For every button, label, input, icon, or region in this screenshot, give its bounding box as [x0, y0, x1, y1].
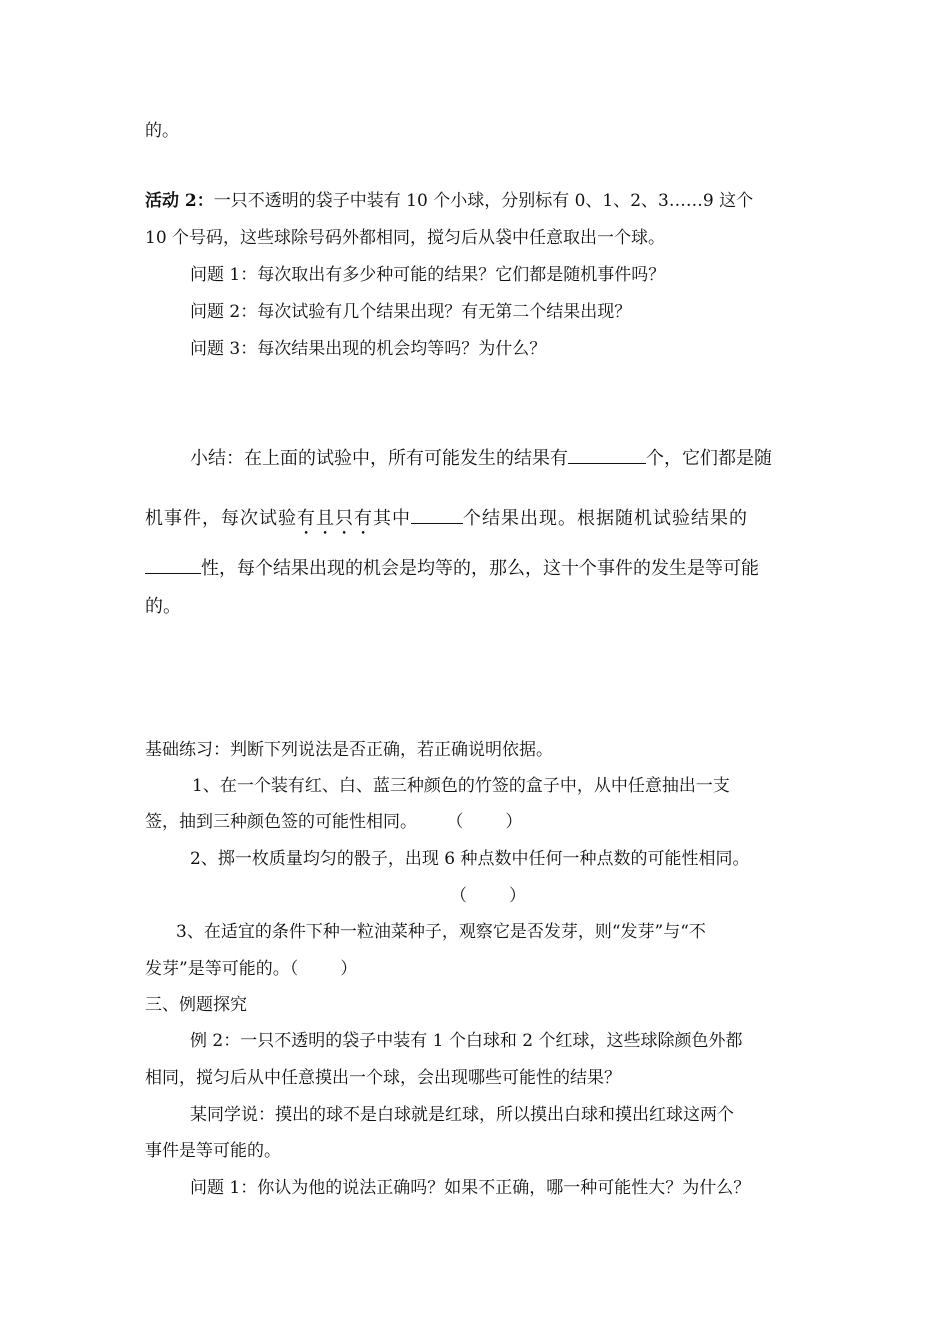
blank-1[interactable] [568, 447, 646, 464]
practice-title: 基础练习：判断下列说法是否正确，若正确说明依据。 [145, 740, 553, 760]
top-fragment: 的。 [145, 121, 179, 141]
practice-item1-line2: 签，抽到三种颜色签的可能性相同。 （ ） [145, 812, 523, 832]
practice-item3-line2: 发芽”是等可能的。（ ） [145, 959, 358, 979]
section3-title: 三、例题探究 [145, 995, 247, 1015]
summary-line4: 的。 [145, 596, 181, 617]
activity2-line1 [145, 190, 753, 212]
activity2-label: 活动 2： [145, 191, 214, 211]
example2-line2: 相同，搅匀后从中任意摸出一个球，会出现哪些可能性的结果？ [145, 1068, 621, 1088]
answer-parens-2[interactable]: （ ） [450, 886, 526, 906]
activity2-line2: 10 个号码，这些球除号码外都相同，搅匀后从袋中任意取出一个球。 [145, 228, 666, 248]
blank-2[interactable] [411, 507, 463, 524]
activity2-text: 一只不透明的袋子中装有 10 个小球，分别标有 0、1、2、3……9 这个 [213, 191, 754, 211]
example2-line1: 例 2：一只不透明的袋子中装有 1 个白球和 2 个红球，这些球除颜色外都 [190, 1031, 743, 1051]
practice-item1-line1: 1、在一个装有红、白、蓝三种颜色的竹签的盒子中，从中任意抽出一支 [192, 776, 730, 796]
emphasis-text: 有且只有 [297, 508, 373, 529]
student-claim-line2: 事件是等可能的。 [145, 1141, 281, 1161]
student-claim-line1: 某同学说：摸出的球不是白球就是红球，所以摸出白球和摸出红球这两个 [190, 1105, 734, 1125]
practice-item2: 2、掷一枚质量均匀的骰子，出现 6 种点数中任何一种点数的可能性相同。 [190, 849, 750, 869]
answer-parens-1[interactable]: （ ） [446, 812, 523, 832]
summary-line3: 性，每个结果出现的机会是均等的，那么，这十个事件的发生是等可能 [145, 557, 759, 580]
activity2-question2: 问题 2：每次试验有几个结果出现？有无第二个结果出现？ [190, 302, 632, 322]
blank-3[interactable] [145, 557, 201, 574]
summary-line1: 小结：在上面的试验中，所有可能发生的结果有 个，它们都是随 [190, 448, 772, 469]
activity2-question3: 问题 3：每次结果出现的机会均等吗？为什么？ [190, 339, 547, 359]
summary-line2: 机事件，每次试验有且只有其中 个结果出现。根据随机试验结果的 [145, 508, 748, 529]
answer-parens-3[interactable]: （ ） [289, 959, 358, 979]
activity2-question1: 问题 1：每次取出有多少种可能的结果？它们都是随机事件吗？ [190, 265, 666, 285]
example2-question1: 问题 1：你认为他的说法正确吗？如果不正确，哪一种可能性大？为什么？ [190, 1178, 751, 1198]
practice-item3-line1: 3、在适宜的条件下种一粒油菜种子，观察它是否发芽，则“发芽”与“不 [176, 922, 706, 942]
